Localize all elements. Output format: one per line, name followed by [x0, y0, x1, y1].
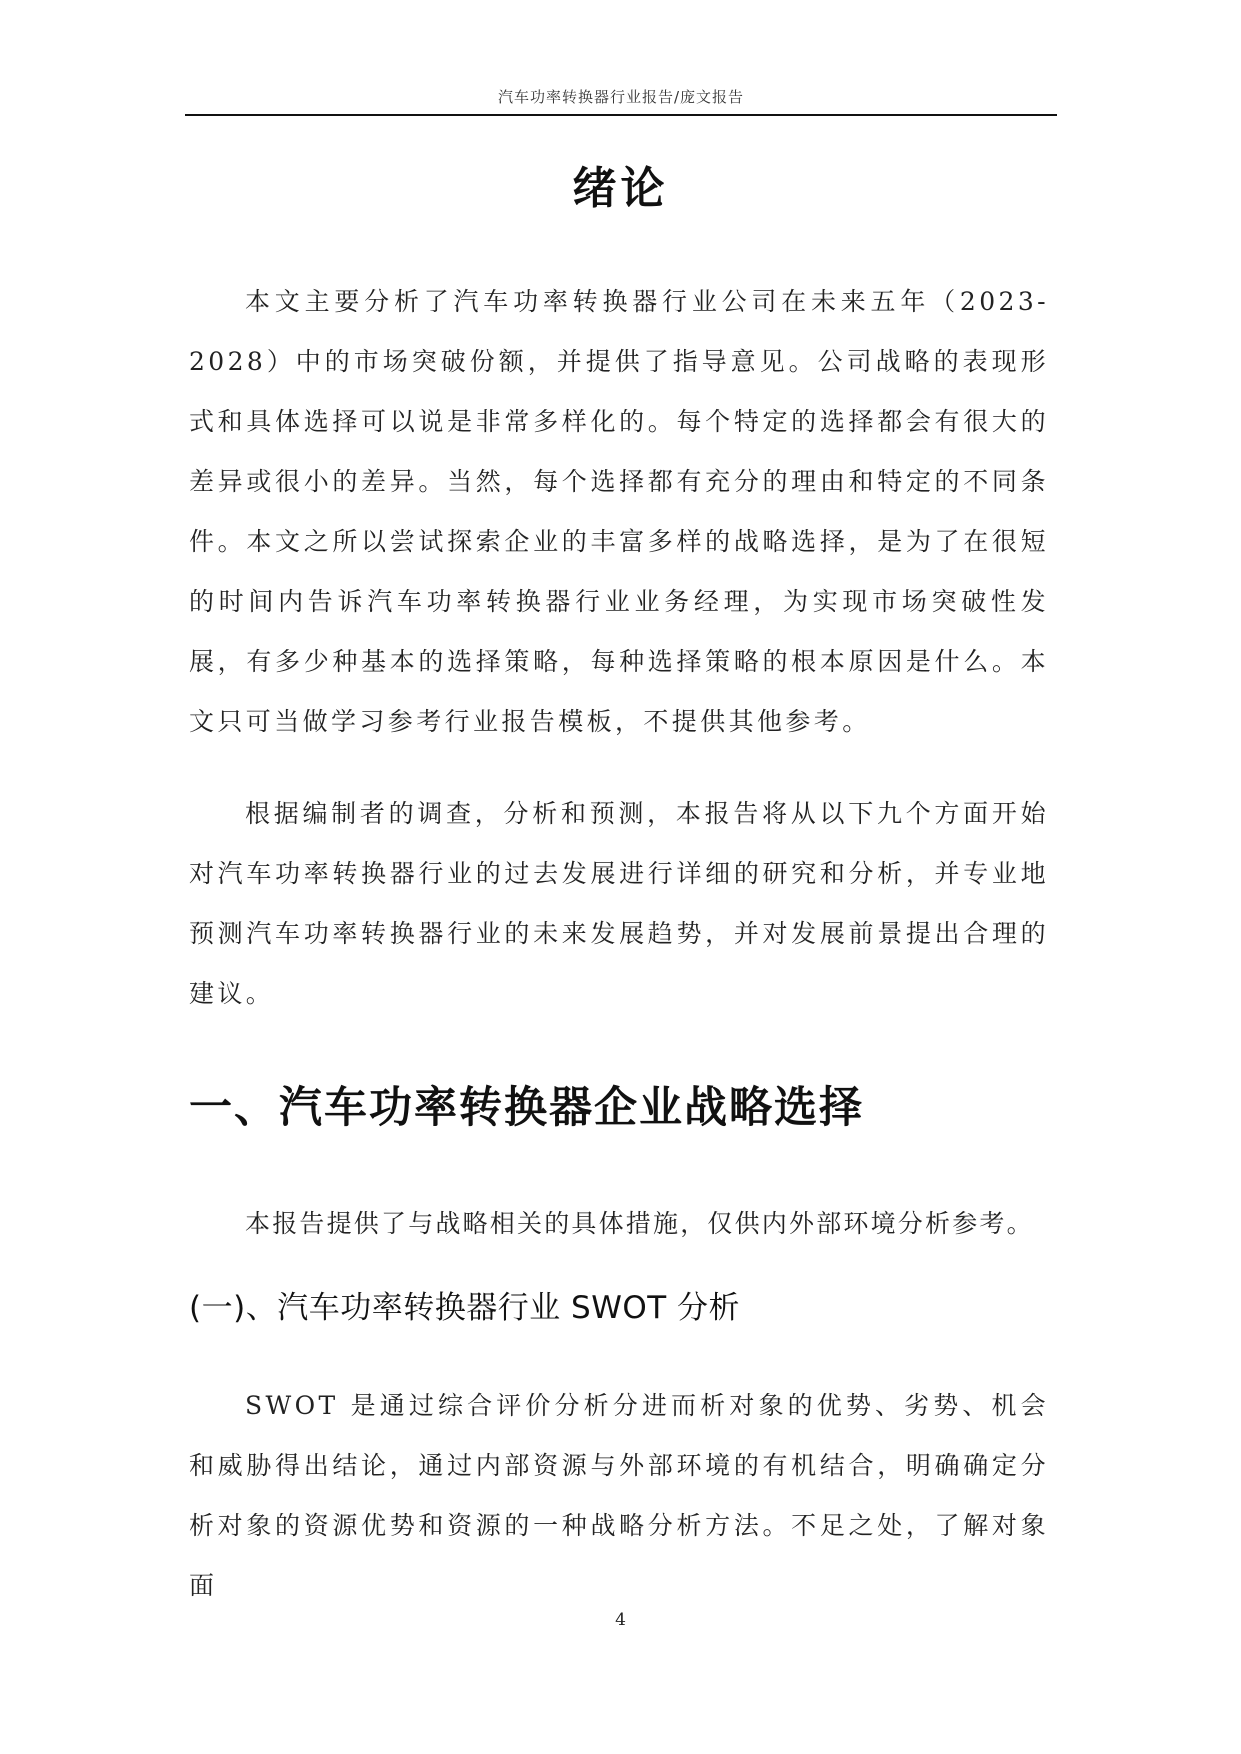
subsection-heading: (一)、汽车功率转换器行业 SWOT 分析	[189, 1290, 741, 1326]
page-title: 绪论	[572, 163, 669, 214]
section-heading: 一、汽车功率转换器企业战略选择	[189, 1083, 864, 1133]
section-intro-paragraph: 本报告提供了与战略相关的具体措施，仅供内外部环境分析参考。	[245, 1209, 1034, 1238]
intro-paragraph-2: 根据编制者的调查，分析和预测，本报告将从以下九个方面开始对汽车功率转换器行业的过去发展进行详细的研究和分析，并专业地预测汽车功率转换器行业的未来发展趋势，并对发展前景提出合理的建议。	[189, 799, 1049, 1008]
page-number: 4	[615, 1610, 626, 1630]
intro-paragraph-1: 本文主要分析了汽车功率转换器行业公司在未来五年（2023-2028）中的市场突破份额，并提供了指导意见。公司战略的表现形式和具体选择可以说是非常多样化的。每个特定的选择都会有很大的差异或很小的差异。当然，每个选择都有充分的理由和特定的不同条件。本文之所以尝试探索企业的丰富多样的战略选择，是为了在很短的时间内告诉汽车功率转换器行业业务经理，为实现市场突破性发展，有多少种基本的选择策略，每种选择策略的根本原因是什么。本文只可当做学习参考行业报告模板，不提供其他参考。	[189, 287, 1049, 736]
running-header: 汽车功率转换器行业报告/庞文报告	[497, 88, 745, 106]
swot-paragraph: SWOT 是通过综合评价分析分进而析对象的优势、劣势、机会和威胁得出结论，通过内部资源与外部环境的有机结合，明确确定分析对象的资源优势和资源的一种战略分析方法。不足之处，了解对象面	[189, 1391, 1049, 1600]
header-divider	[185, 114, 1057, 116]
